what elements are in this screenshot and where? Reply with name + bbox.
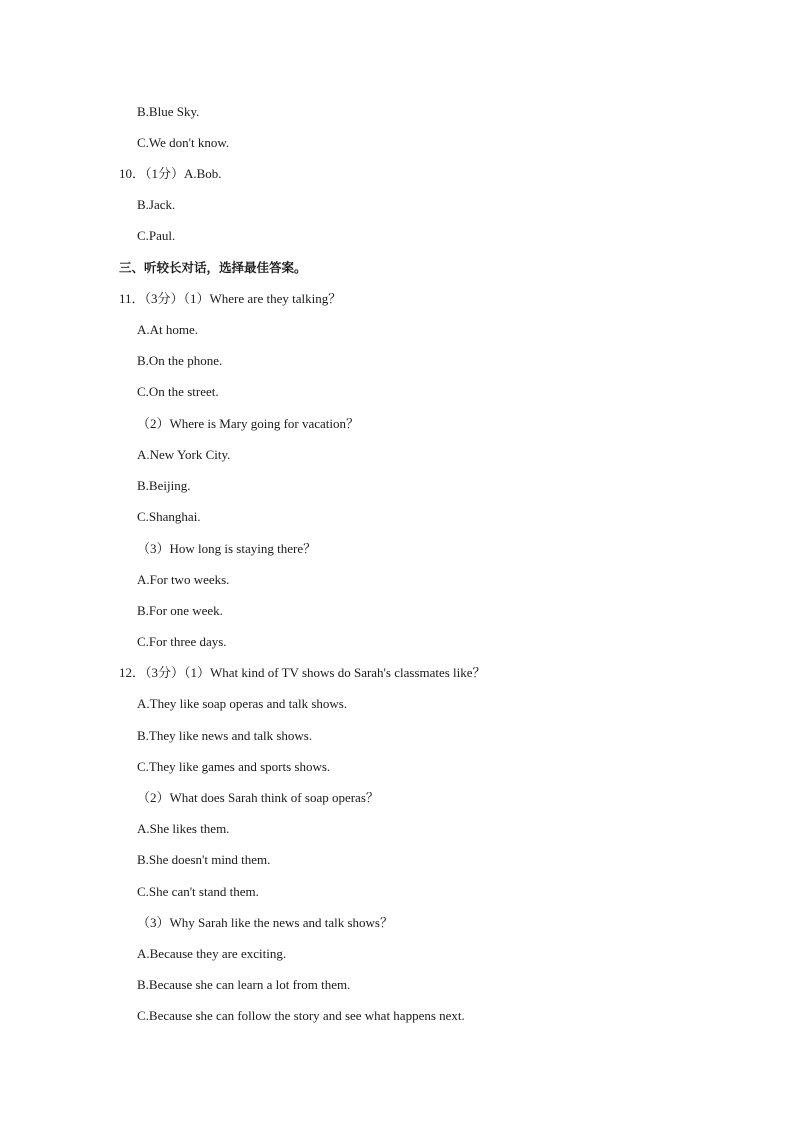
q12-3-question: （3）Why Sarah like the news and talk shows？ bbox=[137, 915, 393, 930]
q11-3-question: （3）How long is staying there？ bbox=[137, 541, 317, 556]
q12-3-option-b: B.Because she can learn a lot from them. bbox=[137, 977, 351, 992]
q12-header: 12．（3分）（1）What kind of TV shows do Sarah's classmates like？ bbox=[119, 665, 486, 680]
q12-1-option-c: C.They like games and sports shows. bbox=[137, 759, 331, 774]
q11-2-option-b: B.Beijing. bbox=[137, 478, 191, 493]
q12-2-option-c: C.She can't stand them. bbox=[137, 884, 259, 899]
q11-3-option-b: B.For one week. bbox=[137, 603, 223, 618]
q12-2-question: （2）What does Sarah think of soap operas？ bbox=[137, 790, 379, 805]
q12-3-option-c: C.Because she can follow the story and see what happens next. bbox=[137, 1008, 465, 1023]
q11-2-option-a: A.New York City. bbox=[137, 447, 231, 462]
q12-2-option-b: B.She doesn't mind them. bbox=[137, 852, 271, 867]
q11-2-option-c: C.Shanghai. bbox=[137, 509, 201, 524]
q10-option-c: C.Paul. bbox=[137, 228, 176, 243]
q11-3-option-c: C.For three days. bbox=[137, 634, 227, 649]
q12-3-option-a: A.Because they are exciting. bbox=[137, 946, 287, 961]
q10-header: 10．（1分）A.Bob. bbox=[119, 166, 222, 181]
q9-option-b: B.Blue Sky. bbox=[137, 104, 200, 119]
q10-option-b: B.Jack. bbox=[137, 197, 176, 212]
q12-1-option-b: B.They like news and talk shows. bbox=[137, 728, 313, 743]
q11-1-option-a: A.At home. bbox=[137, 322, 199, 337]
q12-1-option-a: A.They like soap operas and talk shows. bbox=[137, 696, 348, 711]
q11-header: 11．（3分）（1）Where are they talking？ bbox=[119, 291, 342, 306]
q11-1-option-c: C.On the street. bbox=[137, 384, 219, 399]
q9-option-c: C.We don't know. bbox=[137, 135, 230, 150]
q11-3-option-a: A.For two weeks. bbox=[137, 572, 230, 587]
q11-2-question: （2）Where is Mary going for vacation？ bbox=[137, 416, 360, 431]
q12-2-option-a: A.She likes them. bbox=[137, 821, 230, 836]
q11-1-option-b: B.On the phone. bbox=[137, 353, 223, 368]
section-heading: 三、听较长对话，选择最佳答案。 bbox=[119, 260, 307, 275]
